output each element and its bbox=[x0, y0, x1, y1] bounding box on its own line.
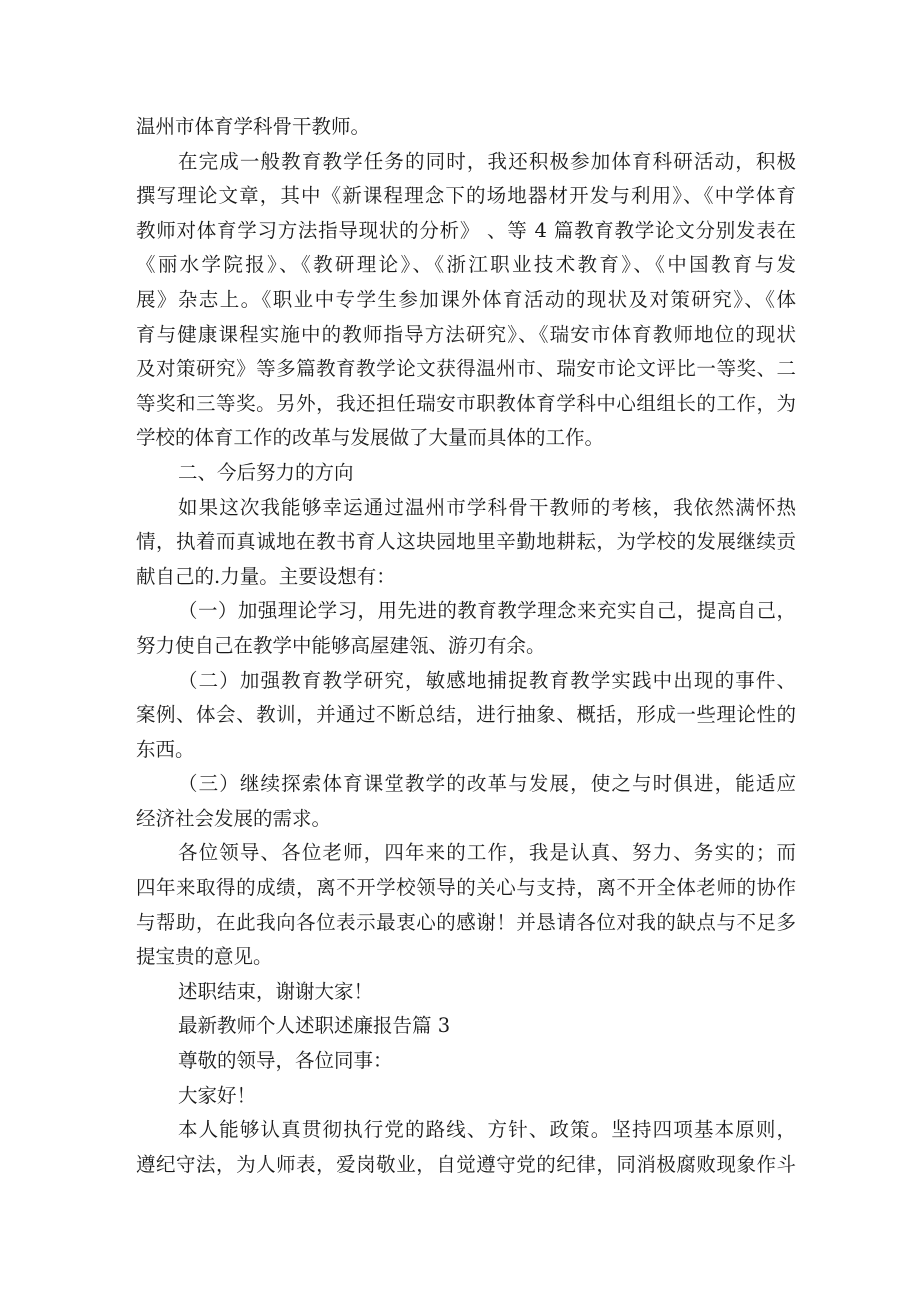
text-line: 与帮助，在此我向各位表示最衷心的感谢！并恳请各位对我的缺点与不足多 bbox=[136, 910, 796, 934]
text-line: 东西。 bbox=[136, 737, 195, 761]
text-line: 述职结束，谢谢大家！ bbox=[178, 979, 374, 1003]
text-line: 等奖和三等奖。另外，我还担任瑞安市职教体育学科中心组组长的工作，为 bbox=[136, 391, 796, 415]
text-line: 献自己的.力量。主要设想有： bbox=[136, 564, 396, 588]
text-line: 各位领导、各位老师，四年来的工作，我是认真、努力、务实的；而 bbox=[178, 841, 796, 865]
text-line: （一）加强理论学习，用先进的教育教学理念来充实自己，提高自己， bbox=[178, 599, 796, 623]
text-line: 撰写理论文章，其中《新课程理念下的场地器材开发与利用》、《中学体育 bbox=[136, 184, 796, 208]
text-line: 提宝贵的意见。 bbox=[136, 945, 273, 969]
text-line: 情，执着而真诚地在教书育人这块园地里辛勤地耕耘，为学校的发展继续贡 bbox=[136, 530, 796, 554]
text-line: （二）加强教育教学研究，敏感地捕捉教育教学实践中出现的事件、 bbox=[178, 668, 796, 692]
text-line: 如果这次我能够幸运通过温州市学科骨干教师的考核，我依然满怀热 bbox=[178, 495, 796, 519]
text-line: 二、今后努力的方向 bbox=[178, 460, 354, 484]
document-page bbox=[136, 110, 796, 1182]
text-line: 育与健康课程实施中的教师指导方法研究》、《瑞安市体育教师地位的现状 bbox=[136, 322, 796, 346]
text-line: 本人能够认真贯彻执行党的路线、方针、政策。坚持四项基本原则， bbox=[178, 1118, 796, 1142]
text-line: 四年来取得的成绩，离不开学校领导的关心与支持，离不开全体老师的协作 bbox=[136, 876, 796, 900]
text-line: 大家好！ bbox=[178, 1083, 257, 1107]
text-line: 《丽水学院报》、《教研理论》、《浙江职业技术教育》、《中国教育与发 bbox=[136, 253, 796, 277]
text-line: （三）继续探索体育课堂教学的改革与发展，使之与时俱进，能适应 bbox=[178, 772, 796, 796]
text-line: 展》杂志上。《职业中专学生参加课外体育活动的现状及对策研究》、《体 bbox=[136, 287, 796, 311]
text-line: 最新教师个人述职述廉报告篇 3 bbox=[178, 1014, 451, 1038]
text-line: 尊敬的领导，各位同事： bbox=[178, 1049, 393, 1073]
text-line: 温州市体育学科骨干教师。 bbox=[136, 115, 371, 138]
text-line: 努力使自己在教学中能够高屋建瓴、游刃有余。 bbox=[136, 633, 546, 657]
text-line: 及对策研究》等多篇教育教学论文获得温州市、瑞安市论文评比一等奖、二 bbox=[136, 357, 796, 381]
text-line: 遵纪守法，为人师表，爱岗敬业，自觉遵守党的纪律，同消极腐败现象作斗 bbox=[136, 1152, 796, 1176]
text-line: 教师对体育学习方法指导现状的分析》 、等 4 篇教育教学论文分别发表在 bbox=[136, 218, 796, 242]
text-line: 在完成一般教育教学任务的同时，我还积极参加体育科研活动，积极 bbox=[178, 149, 796, 173]
text-line: 学校的体育工作的改革与发展做了大量而具体的工作。 bbox=[136, 426, 605, 450]
text-line: 经济社会发展的需求。 bbox=[136, 806, 332, 830]
text-line: 案例、体会、教训，并通过不断总结，进行抽象、概括，形成一些理论性的 bbox=[136, 703, 796, 727]
